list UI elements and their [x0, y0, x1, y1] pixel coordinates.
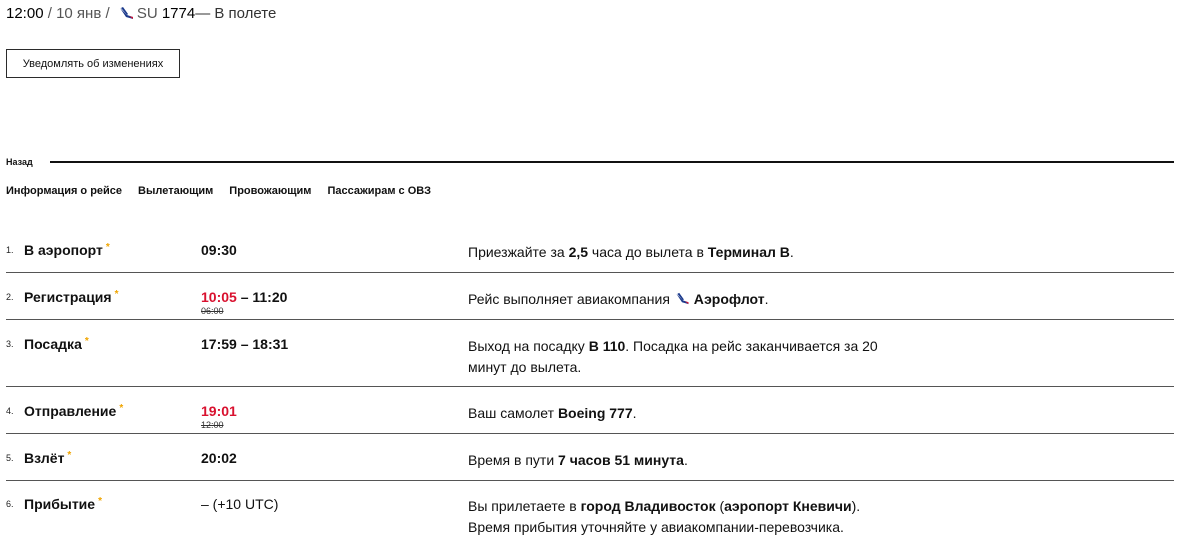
stage-description: Вы прилетаете в город Владивосток (аэропорт Кневичи). Время прибытия уточняйте у авиакомпании-перевозчика.	[468, 498, 861, 535]
tab-departing[interactable]: Вылетающим	[138, 185, 214, 197]
stage-name: Прибытие *	[24, 496, 102, 512]
flight-number: 1774	[161, 5, 196, 22]
stage-name: Взлёт *	[24, 450, 72, 466]
stage-description: Время в пути 7 часов 51 минута.	[468, 452, 688, 468]
stage-description: Приезжайте за 2,5 часа до вылета в Терминал B.	[468, 244, 794, 260]
stage-description: Ваш самолет Boeing 777.	[468, 405, 637, 421]
timeline-row	[6, 450, 1174, 481]
tabs-bar	[6, 185, 447, 197]
timeline-row	[6, 242, 1174, 273]
stage-description: Рейс выполняет авиакомпания Аэрофлот.	[468, 291, 769, 307]
divider	[50, 161, 1174, 163]
back-link[interactable]: Назад	[6, 157, 33, 167]
timeline-row	[6, 496, 1174, 535]
notify-changes-button[interactable]: Уведомлять об изменениях	[6, 49, 180, 78]
updated-time: 10:05	[201, 289, 237, 305]
step-number: 6.	[6, 499, 14, 509]
stage-description: Выход на посадку B 110. Посадка на рейс заканчивается за 20 минут до вылета.	[468, 338, 878, 375]
tab-flight-info[interactable]: Информация о рейсе	[6, 185, 123, 197]
carrier-code: SU	[136, 5, 158, 22]
flight-date: 10 янв	[56, 5, 102, 22]
stage-name: Посадка *	[24, 336, 89, 352]
step-number: 5.	[6, 453, 14, 463]
original-time: 06:00	[201, 306, 224, 316]
step-number: 3.	[6, 339, 14, 349]
updated-time: 19:01	[201, 403, 237, 419]
tab-reduced-mobility[interactable]: Пассажирам с ОВЗ	[327, 185, 431, 197]
stage-name: Регистрация *	[24, 289, 119, 305]
stage-time: – (+10 UTC)	[201, 496, 279, 512]
flight-time: 12:00	[6, 5, 44, 22]
stage-time: 09:30	[201, 242, 237, 258]
stage-time: 10:05 – 11:20 06:00	[201, 289, 288, 316]
timeline-row	[6, 336, 1174, 387]
back-row	[6, 157, 1174, 169]
aeroflot-logo-icon	[674, 292, 690, 305]
stage-time: 17:59 – 18:31	[201, 336, 289, 352]
timeline-row	[6, 289, 1174, 320]
flight-status: — В полете	[195, 5, 277, 22]
aeroflot-logo-icon	[118, 6, 134, 20]
stage-time: 20:02	[201, 450, 237, 466]
original-time: 12:00	[201, 420, 224, 430]
tab-seeing-off[interactable]: Провожающим	[229, 185, 312, 197]
step-number: 1.	[6, 245, 14, 255]
timeline-row	[6, 403, 1174, 434]
stage-name: Отправление *	[24, 403, 124, 419]
flight-header: 12:00 / 10 янв / SU 1774— В полете	[6, 5, 277, 22]
stage-name: В аэропорт *	[24, 242, 110, 258]
step-number: 4.	[6, 406, 14, 416]
step-number: 2.	[6, 292, 14, 302]
stage-time	[201, 403, 237, 430]
